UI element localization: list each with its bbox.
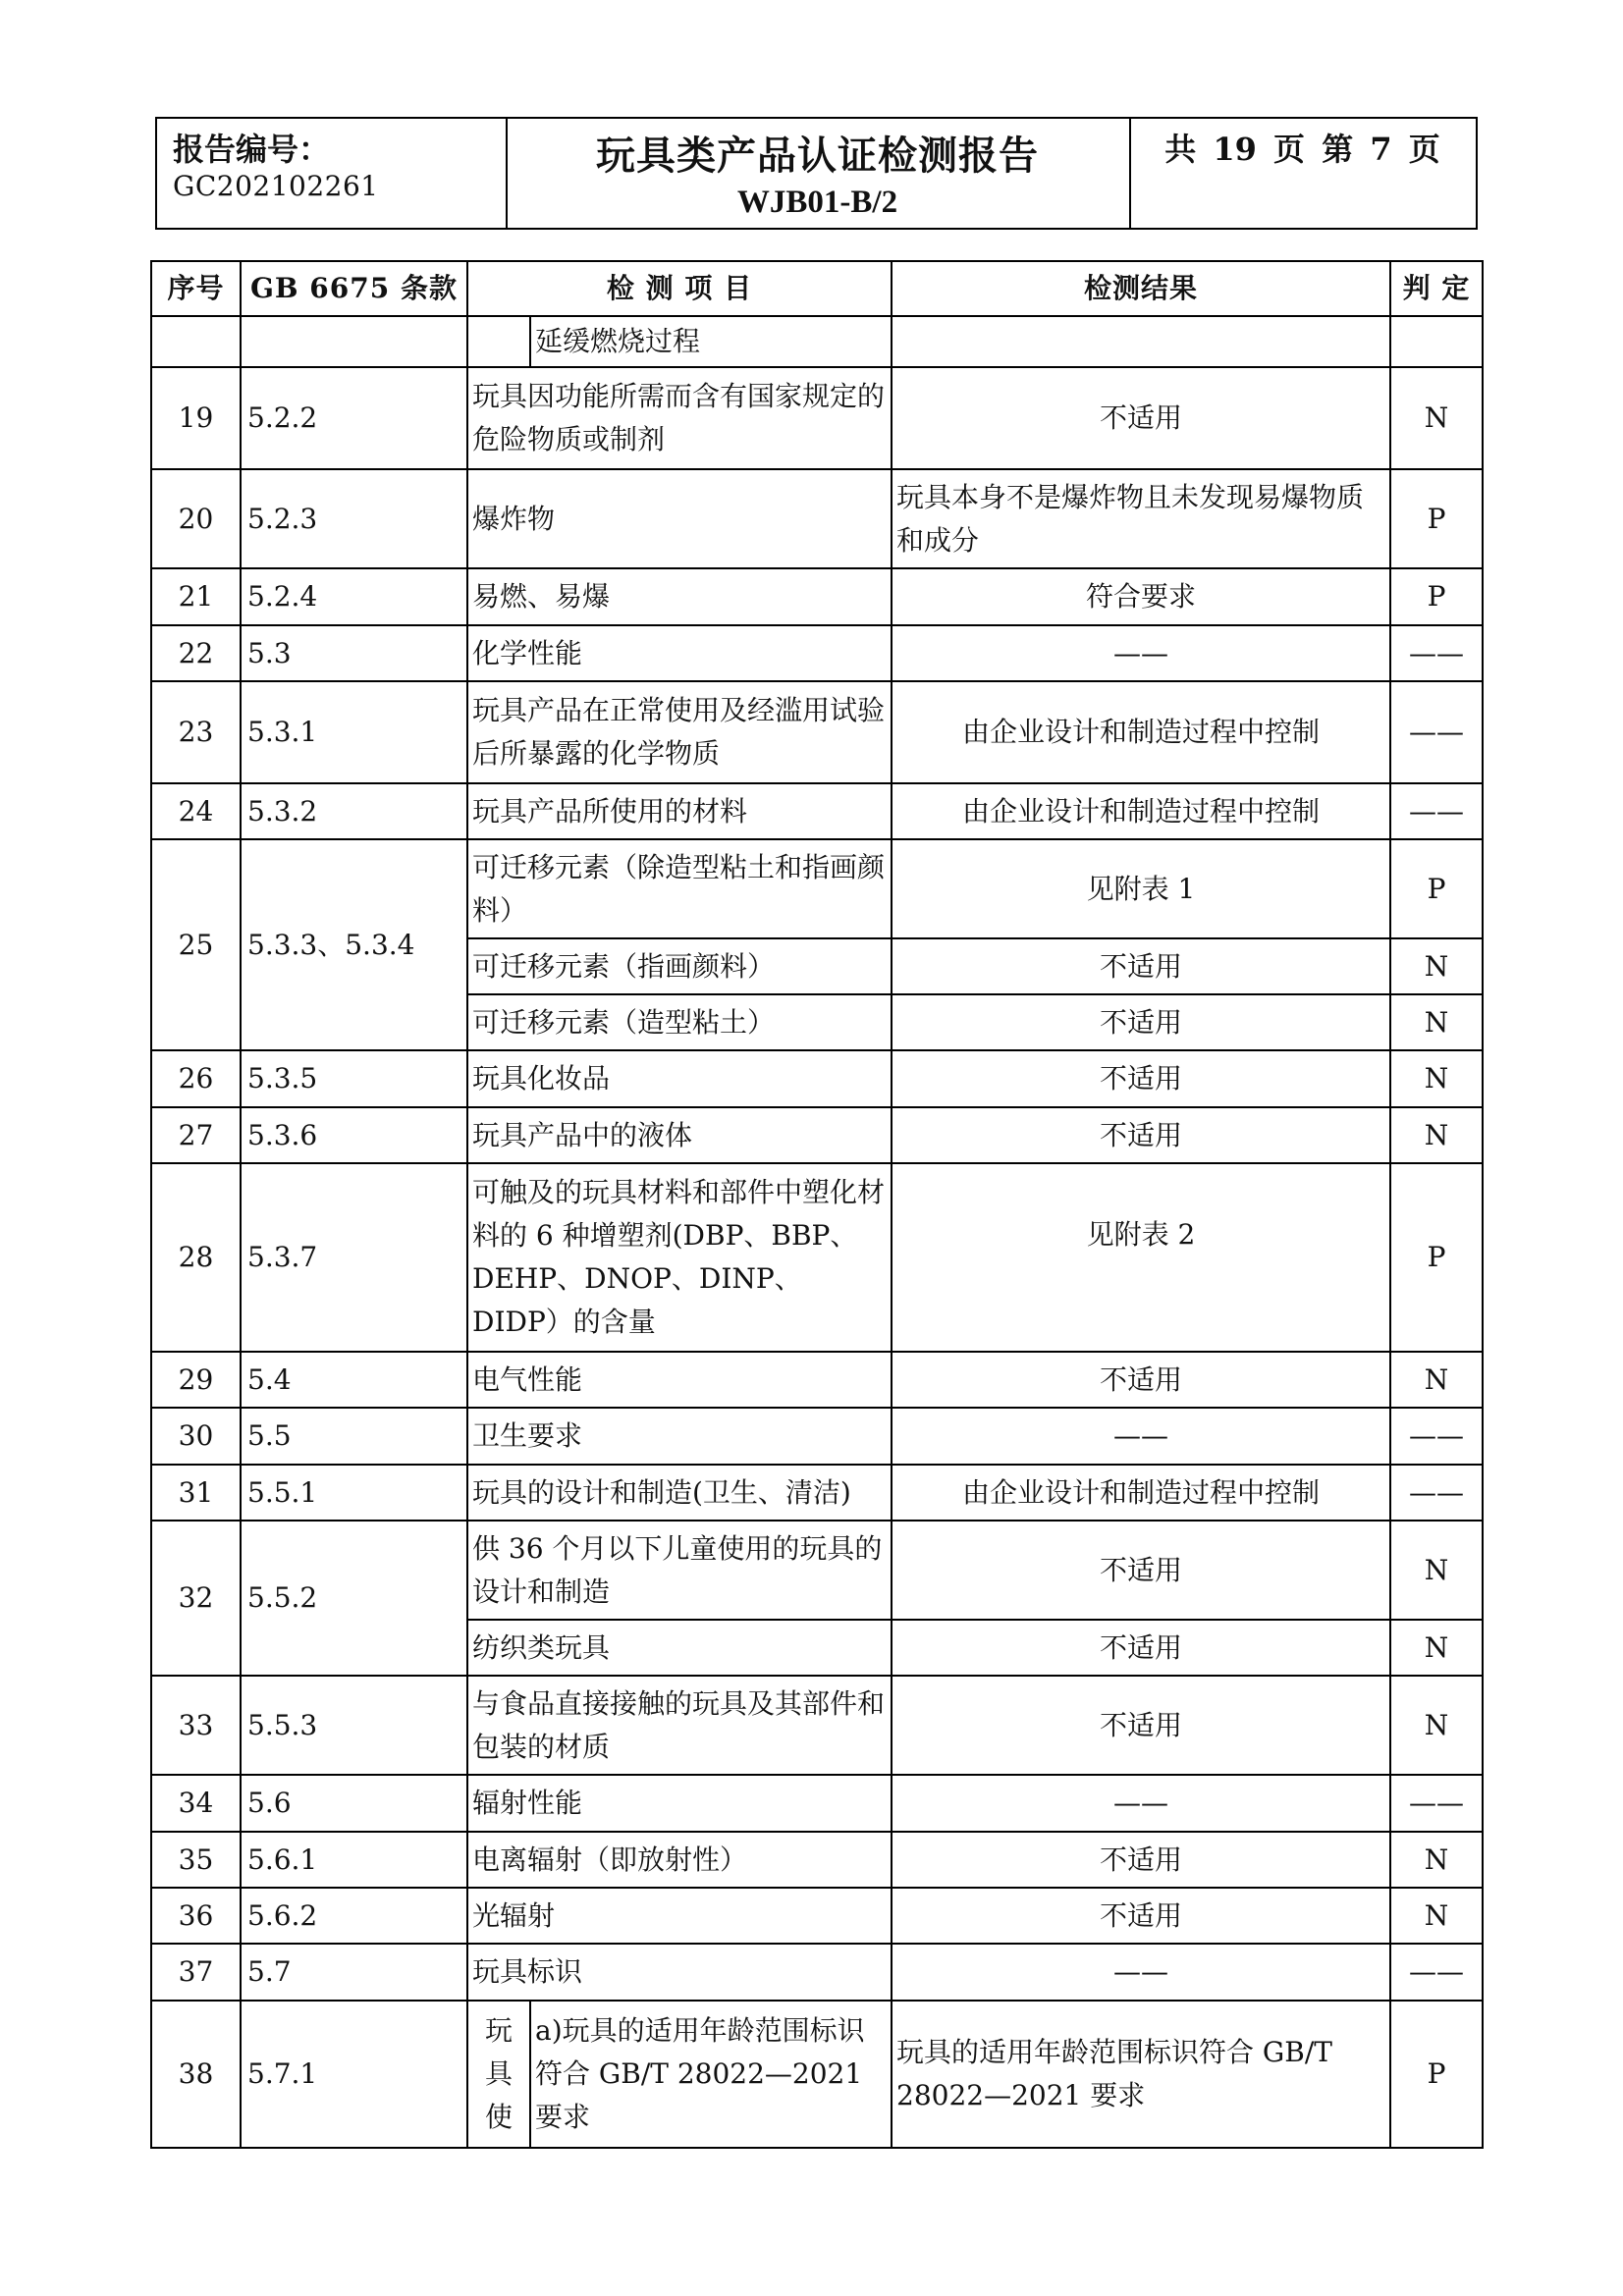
clause-cell: 5.6 [241, 1775, 467, 1832]
item-cell: 玩具标识 [467, 1944, 892, 2001]
table-row [151, 2001, 1483, 2148]
judge-cell: P [1390, 568, 1483, 625]
judge-cell: —— [1390, 1944, 1483, 2001]
judge-cell: P [1390, 469, 1483, 568]
seq-cell: 20 [151, 469, 241, 568]
seq-cell: 21 [151, 568, 241, 625]
judge-cell [1390, 316, 1483, 367]
judge-cell: N [1390, 1521, 1483, 1620]
table-row [151, 1465, 1483, 1521]
seq-cell: 33 [151, 1676, 241, 1775]
col-header-seq: 序号 [151, 261, 241, 316]
judge-cell: N [1390, 1050, 1483, 1107]
judge-cell: N [1390, 1352, 1483, 1408]
clause-cell: 5.3.2 [241, 783, 467, 839]
table-row [151, 1832, 1483, 1888]
judge-cell: N [1390, 1107, 1483, 1163]
col-header-item: 检 测 项 目 [467, 261, 892, 316]
table-row [151, 1163, 1483, 1352]
group-label: 玩 具 使 [484, 2014, 513, 2133]
result-cell: 玩具本身不是爆炸物且未发现易爆物质和成分 [892, 469, 1390, 568]
page-info-cell [1129, 119, 1476, 228]
result-cell: 不适用 [892, 1832, 1390, 1888]
spacer-cell [467, 316, 530, 367]
report-code: WJB01-B/2 [736, 185, 898, 220]
clause-cell: 5.2.2 [241, 367, 467, 469]
result-cell: 不适用 [892, 1888, 1390, 1944]
judge-cell: —— [1390, 783, 1483, 839]
judge-cell: N [1390, 1832, 1483, 1888]
seq-cell: 30 [151, 1408, 241, 1465]
judge-cell: P [1390, 2001, 1483, 2148]
seq-cell: 37 [151, 1944, 241, 2001]
table-row [151, 1775, 1483, 1832]
item-cell: 电气性能 [467, 1352, 892, 1408]
clause-cell: 5.3.1 [241, 681, 467, 783]
seq-cell: 28 [151, 1163, 241, 1352]
seq-cell [151, 316, 241, 367]
clause-cell: 5.3 [241, 625, 467, 681]
item-cell: 供 36 个月以下儿童使用的玩具的设计和制造 [467, 1521, 892, 1620]
clause-cell: 5.3.3、5.3.4 [241, 839, 467, 1050]
table-row [151, 1050, 1483, 1107]
clause-cell: 5.6.1 [241, 1832, 467, 1888]
seq-cell: 19 [151, 367, 241, 469]
item-cell: 玩具产品中的液体 [467, 1107, 892, 1163]
col-header-judge: 判 定 [1390, 261, 1483, 316]
table-row [151, 1944, 1483, 2001]
judge-cell: N [1390, 1620, 1483, 1676]
clause-cell: 5.2.3 [241, 469, 467, 568]
col-header-clause: GB 6675 条款 [241, 261, 467, 316]
item-cell: 与食品直接接触的玩具及其部件和包装的材质 [467, 1676, 892, 1775]
item-cell: 易燃、易爆 [467, 568, 892, 625]
item-cell: 可迁移元素（指画颜料） [467, 938, 892, 994]
item-cell: 延缓燃烧过程 [530, 316, 892, 367]
result-cell: 见附表 1 [892, 839, 1390, 938]
result-cell: 见附表 2 [892, 1163, 1390, 1352]
result-cell: 不适用 [892, 1352, 1390, 1408]
table-row [151, 1676, 1483, 1775]
item-cell: 可迁移元素（除造型粘土和指画颜料） [467, 839, 892, 938]
report-number: GC202102261 [173, 170, 379, 202]
result-cell: 不适用 [892, 1050, 1390, 1107]
result-cell: —— [892, 1408, 1390, 1465]
result-cell [892, 316, 1390, 367]
seq-cell: 31 [151, 1465, 241, 1521]
seq-cell: 38 [151, 2001, 241, 2148]
result-cell: 不适用 [892, 1107, 1390, 1163]
item-cell: 玩具产品所使用的材料 [467, 783, 892, 839]
judge-cell: N [1390, 938, 1483, 994]
result-cell: —— [892, 1944, 1390, 2001]
item-cell: 玩具因功能所需而含有国家规定的危险物质或制剂 [467, 367, 892, 469]
seq-cell: 24 [151, 783, 241, 839]
result-cell: 由企业设计和制造过程中控制 [892, 681, 1390, 783]
seq-cell: 22 [151, 625, 241, 681]
item-cell: a)玩具的适用年龄范围标识符合 GB/T 28022—2021 要求 [530, 2001, 892, 2148]
result-cell: 由企业设计和制造过程中控制 [892, 1465, 1390, 1521]
clause-cell: 5.5.2 [241, 1521, 467, 1676]
table-row [151, 681, 1483, 783]
item-cell: 纺织类玩具 [467, 1620, 892, 1676]
result-cell: 符合要求 [892, 568, 1390, 625]
report-number-cell [157, 119, 508, 228]
seq-cell: 25 [151, 839, 241, 1050]
result-cell: —— [892, 1775, 1390, 1832]
item-cell: 可迁移元素（造型粘土） [467, 994, 892, 1050]
item-cell: 玩具产品在正常使用及经滥用试验后所暴露的化学物质 [467, 681, 892, 783]
table-row [151, 367, 1483, 469]
clause-cell: 5.3.6 [241, 1107, 467, 1163]
result-cell: 不适用 [892, 1620, 1390, 1676]
clause-cell [241, 316, 467, 367]
table-row [151, 1888, 1483, 1944]
test-items-table [150, 260, 1484, 2149]
result-cell: —— [892, 625, 1390, 681]
table-row [151, 1107, 1483, 1163]
table-row [151, 783, 1483, 839]
judge-cell: N [1390, 367, 1483, 469]
result-cell: 不适用 [892, 1521, 1390, 1620]
clause-cell: 5.5 [241, 1408, 467, 1465]
seq-cell: 27 [151, 1107, 241, 1163]
judge-cell: N [1390, 994, 1483, 1050]
clause-cell: 5.5.1 [241, 1465, 467, 1521]
clause-cell: 5.7.1 [241, 2001, 467, 2148]
table-header-row [151, 261, 1483, 316]
clause-cell: 5.2.4 [241, 568, 467, 625]
table-row [151, 469, 1483, 568]
result-cell: 玩具的适用年龄范围标识符合 GB/T 28022—2021 要求 [892, 2001, 1390, 2148]
judge-cell: N [1390, 1888, 1483, 1944]
judge-cell: —— [1390, 1408, 1483, 1465]
judge-cell: P [1390, 839, 1483, 938]
item-cell: 玩具的设计和制造(卫生、清洁) [467, 1465, 892, 1521]
table-row [151, 839, 1483, 938]
table-row [151, 1408, 1483, 1465]
result-cell: 由企业设计和制造过程中控制 [892, 783, 1390, 839]
report-header [155, 117, 1478, 230]
result-cell: 不适用 [892, 1676, 1390, 1775]
seq-cell: 35 [151, 1832, 241, 1888]
seq-cell: 29 [151, 1352, 241, 1408]
clause-cell: 5.6.2 [241, 1888, 467, 1944]
table-row [151, 316, 1483, 367]
item-cell: 辐射性能 [467, 1775, 892, 1832]
item-cell: 爆炸物 [467, 469, 892, 568]
table-row [151, 625, 1483, 681]
judge-cell: —— [1390, 1465, 1483, 1521]
result-cell: 不适用 [892, 367, 1390, 469]
seq-cell: 23 [151, 681, 241, 783]
table-row [151, 568, 1483, 625]
judge-cell: —— [1390, 1775, 1483, 1832]
judge-cell: N [1390, 1676, 1483, 1775]
seq-cell: 36 [151, 1888, 241, 1944]
seq-cell: 32 [151, 1521, 241, 1676]
page-info: 共 19 页 第 7 页 [1164, 131, 1440, 168]
col-header-result: 检测结果 [892, 261, 1390, 316]
judge-cell: —— [1390, 625, 1483, 681]
item-cell: 可触及的玩具材料和部件中塑化材料的 6 种增塑剂(DBP、BBP、DEHP、DNOP、DINP、DIDP）的含量 [467, 1163, 892, 1352]
clause-cell: 5.7 [241, 1944, 467, 2001]
item-cell: 电离辐射（即放射性） [467, 1832, 892, 1888]
clause-cell: 5.3.5 [241, 1050, 467, 1107]
seq-cell: 34 [151, 1775, 241, 1832]
report-title-cell [506, 119, 1131, 228]
report-number-label: 报告编号： [173, 131, 331, 168]
seq-cell: 26 [151, 1050, 241, 1107]
judge-cell: —— [1390, 681, 1483, 783]
item-cell: 化学性能 [467, 625, 892, 681]
group-label-cell [467, 2001, 530, 2148]
judge-cell: P [1390, 1163, 1483, 1352]
item-cell: 玩具化妆品 [467, 1050, 892, 1107]
clause-cell: 5.5.3 [241, 1676, 467, 1775]
result-cell: 不适用 [892, 938, 1390, 994]
result-cell: 不适用 [892, 994, 1390, 1050]
report-title: 玩具类产品认证检测报告 [596, 133, 1039, 179]
table-row [151, 1521, 1483, 1620]
table-row [151, 1352, 1483, 1408]
item-cell: 卫生要求 [467, 1408, 892, 1465]
clause-cell: 5.4 [241, 1352, 467, 1408]
clause-cell: 5.3.7 [241, 1163, 467, 1352]
item-cell: 光辐射 [467, 1888, 892, 1944]
